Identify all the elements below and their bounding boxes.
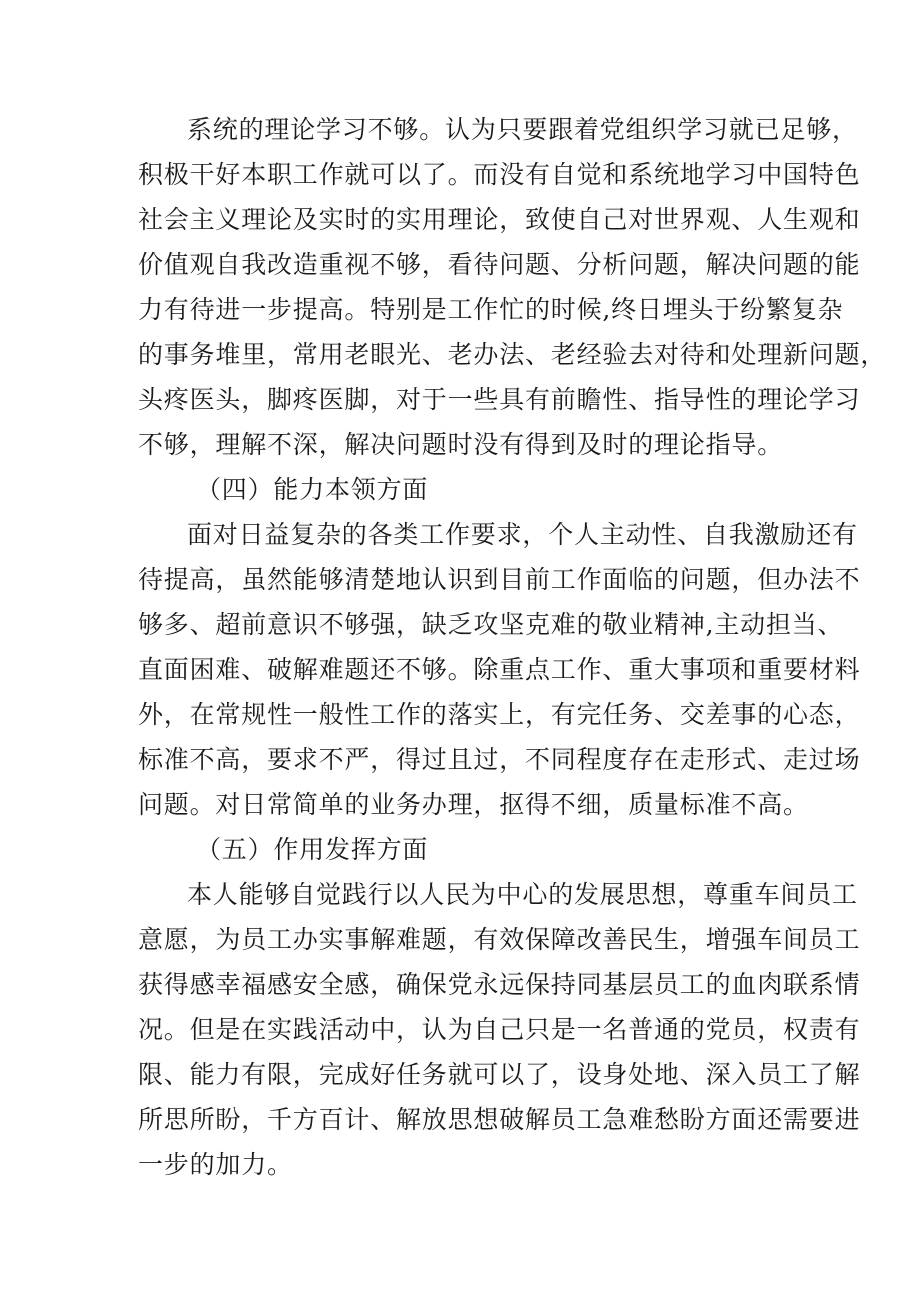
paragraph-line: 面对日益复杂的各类工作要求，个人主动性、自我激励还有 [187,520,858,549]
paragraph-line: 意愿，为员工办实事解难题，有效保障改善民生，增强车间员工 [138,925,861,954]
paragraph-line: 的事务堆里，常用老眼光、老办法、老经验去对待和处理新问题， [138,340,887,369]
section-heading-5: （五）作用发挥方面 [196,835,429,864]
paragraph-line: 标准不高，要求不严，得过且过，不同程度存在走形式、走过场 [138,745,861,774]
paragraph-line: 获得感幸福感安全感，确保党永远保持同基层员工的血肉联系情 [138,970,861,999]
section-heading-4: （四）能力本领方面 [196,475,429,504]
paragraph-line: 不够，理解不深，解决问题时没有得到及时的理论指导。 [138,430,784,459]
paragraph-line: 社会主义理论及实时的实用理论，致使自己对世界观、人生观和 [138,205,861,234]
paragraph-line: 直面困难、破解难题还不够。除重点工作、重大事项和重要材料 [138,655,861,684]
paragraph-line: 问题。对日常简单的业务办理，抠得不细，质量标准不高。 [138,790,809,819]
paragraph-line: 本人能够自觉践行以人民为中心的发展思想，尊重车间员工 [187,880,858,909]
paragraph-line: 够多、超前意识不够强，缺乏攻坚克难的敬业精神,主动担当、 [138,610,844,639]
paragraph-line: 况。但是在实践活动中，认为自己只是一名普通的党员，权责有 [138,1015,861,1044]
paragraph-line: 力有待进一步提高。特别是工作忙的时候,终日埋头于纷繁复杂 [138,295,844,324]
paragraph-line: 外，在常规性一般性工作的落实上，有完任务、交差事的心态， [138,700,861,729]
paragraph-line: 一步的加力。 [138,1150,293,1179]
paragraph-line: 待提高，虽然能够清楚地认识到目前工作面临的问题，但办法不 [138,565,861,594]
paragraph-line: 价值观自我改造重视不够，看待问题、分析问题，解决问题的能 [138,250,861,279]
paragraph-line: 系统的理论学习不够。认为只要跟着党组织学习就已足够， [187,115,858,144]
paragraph-line: 限、能力有限，完成好任务就可以了，设身处地、深入员工了解 [138,1060,861,1089]
paragraph-line: 积极干好本职工作就可以了。而没有自觉和系统地学习中国特色 [138,160,861,189]
paragraph-line: 所思所盼，千方百计、解放思想破解员工急难愁盼方面还需要进 [138,1105,861,1134]
paragraph-line: 头疼医头，脚疼医脚，对于一些具有前瞻性、指导性的理论学习 [138,385,861,414]
